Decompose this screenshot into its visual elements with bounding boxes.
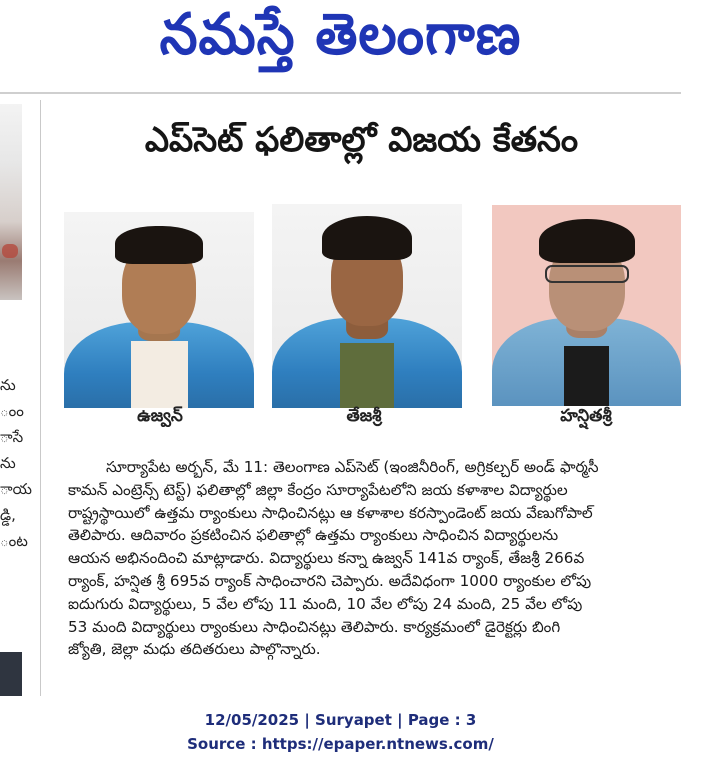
footer-date-edition: 12/05/2025 | Suryapet | Page : 3 [204,711,477,729]
adjacent-fragment: ను [0,376,16,394]
student-photo-1 [64,212,254,408]
adjacent-fragment: ాసే [0,428,24,446]
adjacent-text [0,372,32,554]
article-line: ఆయన అభినందించి మాట్లాడారు. విద్యార్థులు కన్నా ఉజ్వన్ 141వ ర్యాంక్, తేజశ్రీ 266వ [68,549,585,568]
article-line: ర్యాంక్, హన్షిత శ్రీ 695వ ర్యాంక్ సాధించారని చెప్పారు. అదేవిధంగా 1000 ర్యాంకుల లోపు [68,571,592,590]
masthead [0,0,681,82]
news-article [42,104,681,694]
article-body [68,456,708,661]
article-line: 53 మంది విద్యార్థులు ర్యాంకులు సాధించినట్లు తెలిపారు. కార్యక్రమంలో డైరెక్టర్లు బింగి [68,617,561,636]
footer [0,708,681,756]
adjacent-column [0,96,32,696]
masthead-divider [0,92,681,94]
adjacent-fragment: ంం [0,402,24,420]
article-line: సూర్యాపేట అర్బన్, మే 11: తెలంగాణ ఎప్‌సెట్ (ఇంజినీరింగ్, అగ్రికల్చర్ అండ్ ఫార్మసీ [106,458,599,476]
adjacent-fragment: ంట [0,532,28,550]
masthead-title: నమస్తే తెలంగాణ [159,0,522,67]
photo-caption-3: హన్షితశ్రీ [560,406,612,426]
article-line: రాష్ట్రస్థాయిలో ఉత్తమ ర్యాంకులు సాధించినట్లు ఆ కళాశాల కరస్పాండెంట్ జయ వేణుగోపాల్ [68,503,593,522]
student-photo-3 [492,205,681,406]
article-line: తెలిపారు. ఆదివారం ప్రకటించిన ఫలితాల్లో ఉత్తమ ర్యాంకులు సాధించిన విద్యార్థులను [68,526,559,545]
student-photo-2 [272,204,462,408]
article-headline: ఎప్‌సెట్ ఫలితాల్లో విజయ కేతనం [144,120,579,160]
article-line: కామన్ ఎంట్రెన్స్ టెస్ట్) ఫలితాల్లో జిల్లా కేంద్రం సూర్యాపేటలోని జయ కళాశాల విద్యార్థుల [68,480,568,499]
adjacent-photo [0,104,22,300]
photo-caption-2: తేజశ్రీ [346,406,382,426]
article-line: జ్యోతి, జెల్లా మధు తదితరులు పాల్గొన్నారు. [68,640,321,659]
footer-source-link[interactable]: Source : https://epaper.ntnews.com/ [187,735,494,753]
article-line: ఐదుగురు విద్యార్థులు, 5 వేల లోపు 11 మంది, 10 వేల లోపు 24 మంది, 25 వేల లోపు [68,594,583,613]
adjacent-fragment: డ్డి, [0,506,16,524]
photo-caption-1: ఉజ్వన్ [137,406,183,426]
column-divider [40,100,41,696]
adjacent-fragment: ను [0,454,16,472]
adjacent-dark-block [0,652,22,696]
adjacent-fragment: ాయ [0,480,32,498]
